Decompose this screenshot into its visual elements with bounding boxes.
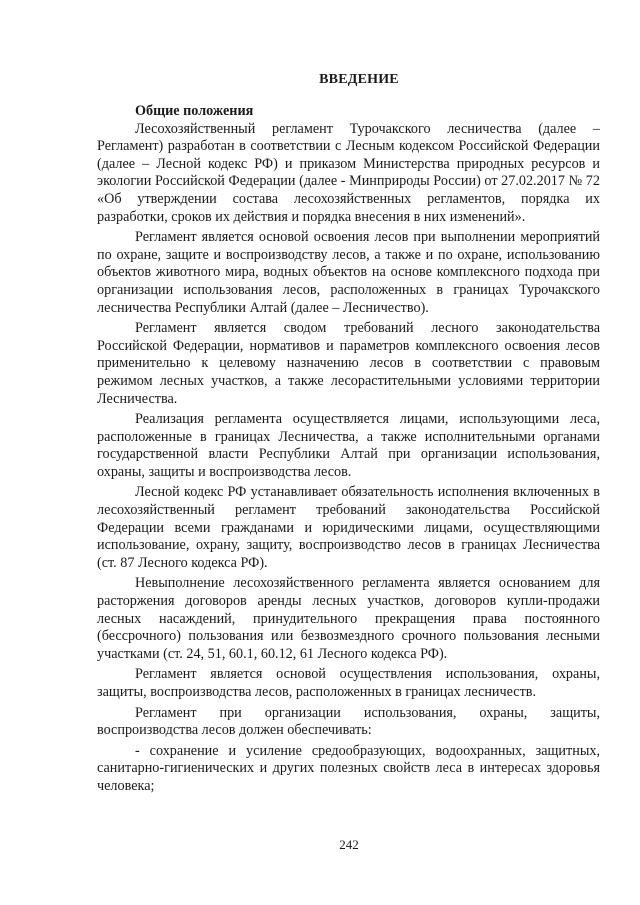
paragraph-2: Регламент является основой освоения лесов при выполнении мероприятий по охране, защите и воспроизводству лесов, а также и по охране, использованию объектов животного мира, водных объектов на основе комплексного подхода при организации использования лесов, расположенных в границах Турочакского лесничества Республики Алтай (далее – Лесничество). bbox=[97, 229, 600, 316]
bullet-item: - сохранение и усиление средообразующих, водоохранных, защитных, санитарно-гигиенических и других полезных свойств леса в интересах здоровья человека; bbox=[97, 742, 600, 794]
paragraph-1: Лесохозяйственный регламент Турочакского лесничества (далее – Регламент) разработан в соответствии с Лесным кодексом Российской Федерации (далее – Лесной кодекс РФ) и приказом Министерства природных ресурсов и экологии Российской Федерации (далее - Минприроды России) от 27.02.2017 № 72 «Об утверждении состава лесохозяйственных регламентов, порядка их разработки, сроков их действия и порядка внесения в них изменений». bbox=[97, 120, 600, 225]
paragraph-8: Регламент при организации использования, охраны, защиты, воспроизводства лесов должен обеспечивать: bbox=[97, 704, 600, 739]
paragraph-7: Регламент является основой осуществления использования, охраны, защиты, воспроизводства лесов, расположенных в границах лесничеств. bbox=[97, 666, 600, 700]
paragraph-4: Реализация регламента осуществляется лицами, использующими леса, расположенные в границах Лесничества, а также исполнительными органами государственной власти Республики Алтай при организации использования, охраны, защиты и воспроизводства лесов. bbox=[97, 411, 600, 480]
page-number: 242 bbox=[339, 837, 359, 852]
subheading: Общие положения bbox=[135, 103, 254, 119]
paragraph-6: Невыполнение лесохозяйственного регламента является основанием для расторжения договоров аренды лесных участков, договоров купли-продажи лесных насаждений, принудительного прекращения права постоянного (бессрочного) пользования или безвозмездного срочного пользования лесными участками (ст. 24, 51, 60.1, 60.12, 61 Лесного кодекса РФ). bbox=[97, 575, 600, 662]
document-body bbox=[97, 103, 600, 796]
section-heading: ВВЕДЕНИЕ bbox=[319, 72, 399, 87]
paragraph-5: Лесной кодекс РФ устанавливает обязательность исполнения включенных в лесохозяйственный регламент требований законодательства Российской Федерации всеми гражданами и юридическими лицами, осуществляющими использование, охрану, защиту, воспроизводство лесов в границах Лесничества (ст. 87 Лесного кодекса РФ). bbox=[97, 484, 600, 571]
paragraph-3: Регламент является сводом требований лесного законодательства Российской Федерации, нормативов и параметров комплексного освоения лесов применительно к целевому назначению лесов в соответствии с правовым режимом лесных участков, а также лесорастительными условиями территории Лесничества. bbox=[97, 320, 600, 407]
